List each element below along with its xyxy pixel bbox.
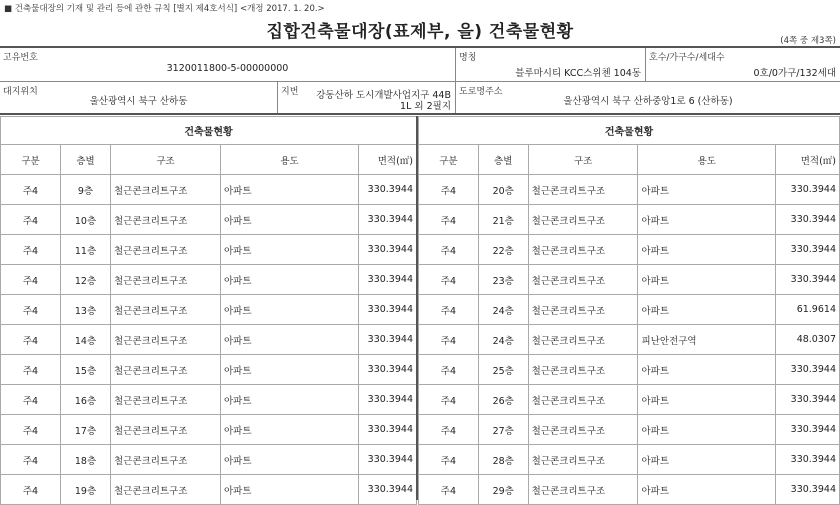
row-structure: 철근콘크리트구조 <box>528 445 638 475</box>
row-usage: 피난안전구역 <box>638 325 776 355</box>
site-cell <box>0 82 278 113</box>
legal-note: ■ 건축물대장의 기재 및 관리 등에 관한 규칙 [별지 제4호서식] <개정 2017. 1. 20.> <box>4 4 325 14</box>
row-usage: 아파트 <box>638 415 776 445</box>
row-floor: 12층 <box>61 265 111 295</box>
section-header-row <box>419 117 840 145</box>
units-cell <box>646 48 840 81</box>
row-area: 330.3944 <box>776 385 840 415</box>
section-header-row <box>1 117 417 145</box>
row-structure: 철근콘크리트구조 <box>528 385 638 415</box>
name-value: 블루마시티 KCC스위첸 104동 <box>515 68 641 79</box>
row-floor: 17층 <box>61 415 111 445</box>
row-area: 330.3944 <box>776 415 840 445</box>
row-structure: 철근콘크리트구조 <box>111 385 221 415</box>
col-header: 구조 <box>528 145 638 175</box>
table-row <box>419 415 840 445</box>
name-label: 명칭 <box>459 53 477 63</box>
row-usage: 아파트 <box>638 235 776 265</box>
table-row <box>419 325 840 355</box>
table-row <box>1 325 417 355</box>
row-category: 주4 <box>419 295 479 325</box>
row-category: 주4 <box>1 235 61 265</box>
row-area: 330.3944 <box>776 205 840 235</box>
row-usage: 아파트 <box>638 295 776 325</box>
building-status-table-left <box>0 116 417 505</box>
table-row <box>1 475 417 505</box>
unique-no-cell <box>0 48 456 81</box>
row-category: 주4 <box>419 265 479 295</box>
row-structure: 철근콘크리트구조 <box>528 235 638 265</box>
row-floor: 9층 <box>61 175 111 205</box>
header-row-1 <box>0 48 840 82</box>
row-structure: 철근콘크리트구조 <box>528 475 638 505</box>
row-area: 330.3944 <box>359 265 417 295</box>
row-usage: 아파트 <box>638 355 776 385</box>
row-floor: 28층 <box>478 445 528 475</box>
table-row <box>419 295 840 325</box>
table-row <box>419 355 840 385</box>
row-usage: 아파트 <box>221 265 359 295</box>
row-structure: 철근콘크리트구조 <box>111 415 221 445</box>
section-title: 건축물현황 <box>1 117 417 145</box>
row-usage: 아파트 <box>638 175 776 205</box>
row-structure: 철근콘크리트구조 <box>111 265 221 295</box>
row-area: 330.3944 <box>359 205 417 235</box>
col-header: 구조 <box>111 145 221 175</box>
row-area: 330.3944 <box>359 235 417 265</box>
site-value: 울산광역시 북구 산하동 <box>89 96 188 107</box>
row-floor: 25층 <box>478 355 528 385</box>
row-floor: 24층 <box>478 325 528 355</box>
row-usage: 아파트 <box>221 325 359 355</box>
row-area: 48.0307 <box>776 325 840 355</box>
row-category: 주4 <box>419 415 479 445</box>
table-row <box>419 385 840 415</box>
row-area: 330.3944 <box>776 445 840 475</box>
row-floor: 20층 <box>478 175 528 205</box>
row-area: 330.3944 <box>776 265 840 295</box>
row-floor: 14층 <box>61 325 111 355</box>
table-row <box>1 295 417 325</box>
row-category: 주4 <box>419 385 479 415</box>
header-block <box>0 46 840 115</box>
row-area: 330.3944 <box>359 175 417 205</box>
table-row <box>419 175 840 205</box>
table-row <box>419 265 840 295</box>
section-title: 건축물현황 <box>419 117 840 145</box>
building-status-table-right <box>418 116 840 505</box>
row-area: 330.3944 <box>359 325 417 355</box>
row-category: 주4 <box>1 475 61 505</box>
row-usage: 아파트 <box>638 475 776 505</box>
lot-cell <box>278 82 456 113</box>
col-header: 면적(㎡) <box>359 145 417 175</box>
row-floor: 27층 <box>478 415 528 445</box>
table-row <box>419 235 840 265</box>
row-category: 주4 <box>1 295 61 325</box>
table-row <box>419 205 840 235</box>
row-floor: 24층 <box>478 295 528 325</box>
row-structure: 철근콘크리트구조 <box>111 445 221 475</box>
row-category: 주4 <box>419 205 479 235</box>
row-floor: 23층 <box>478 265 528 295</box>
column-header-row <box>419 145 840 175</box>
row-structure: 철근콘크리트구조 <box>528 325 638 355</box>
row-area: 330.3944 <box>776 235 840 265</box>
row-category: 주4 <box>1 265 61 295</box>
name-cell <box>456 48 646 81</box>
table-row <box>1 235 417 265</box>
row-category: 주4 <box>1 415 61 445</box>
row-area: 61.9614 <box>776 295 840 325</box>
table-body-left <box>1 175 417 505</box>
page-count: (4쪽 중 제3쪽) <box>780 36 836 46</box>
row-usage: 아파트 <box>638 385 776 415</box>
row-floor: 16층 <box>61 385 111 415</box>
unique-no-label: 고유번호 <box>3 53 38 63</box>
row-structure: 철근콘크리트구조 <box>528 355 638 385</box>
row-category: 주4 <box>419 325 479 355</box>
col-header: 층별 <box>61 145 111 175</box>
unique-no-value: 3120011800-5-00000000 <box>166 63 289 74</box>
row-structure: 철근콘크리트구조 <box>111 235 221 265</box>
col-header: 층별 <box>478 145 528 175</box>
column-header-row <box>1 145 417 175</box>
row-floor: 15층 <box>61 355 111 385</box>
row-floor: 19층 <box>61 475 111 505</box>
row-usage: 아파트 <box>221 175 359 205</box>
row-usage: 아파트 <box>221 205 359 235</box>
table-row <box>419 475 840 505</box>
row-area: 330.3944 <box>359 475 417 505</box>
row-area: 330.3944 <box>359 385 417 415</box>
row-usage: 아파트 <box>221 445 359 475</box>
table-row <box>1 415 417 445</box>
row-floor: 10층 <box>61 205 111 235</box>
row-floor: 26층 <box>478 385 528 415</box>
lot-label: 지번 <box>281 87 299 97</box>
row-category: 주4 <box>1 355 61 385</box>
row-area: 330.3944 <box>359 355 417 385</box>
row-usage: 아파트 <box>221 415 359 445</box>
row-usage: 아파트 <box>638 265 776 295</box>
col-header: 용도 <box>221 145 359 175</box>
row-usage: 아파트 <box>638 205 776 235</box>
road-label: 도로명주소 <box>459 87 503 97</box>
col-header: 면적(㎡) <box>776 145 840 175</box>
row-floor: 22층 <box>478 235 528 265</box>
table-body-right <box>419 175 840 505</box>
table-row <box>1 205 417 235</box>
row-usage: 아파트 <box>638 445 776 475</box>
row-structure: 철근콘크리트구조 <box>111 295 221 325</box>
row-area: 330.3944 <box>359 445 417 475</box>
row-floor: 29층 <box>478 475 528 505</box>
row-structure: 철근콘크리트구조 <box>111 475 221 505</box>
row-structure: 철근콘크리트구조 <box>528 265 638 295</box>
row-category: 주4 <box>419 175 479 205</box>
row-floor: 21층 <box>478 205 528 235</box>
row-usage: 아파트 <box>221 385 359 415</box>
row-category: 주4 <box>1 175 61 205</box>
table-row <box>1 445 417 475</box>
row-usage: 아파트 <box>221 295 359 325</box>
row-area: 330.3944 <box>359 415 417 445</box>
row-floor: 11층 <box>61 235 111 265</box>
units-label: 호수/가구수/세대수 <box>649 53 725 63</box>
col-header: 구분 <box>419 145 479 175</box>
units-value: 0호/0가구/132세대 <box>753 68 836 79</box>
row-structure: 철근콘크리트구조 <box>528 295 638 325</box>
row-category: 주4 <box>419 475 479 505</box>
row-floor: 18층 <box>61 445 111 475</box>
row-floor: 13층 <box>61 295 111 325</box>
row-structure: 철근콘크리트구조 <box>111 205 221 235</box>
row-structure: 철근콘크리트구조 <box>528 205 638 235</box>
table-row <box>1 265 417 295</box>
row-area: 330.3944 <box>776 355 840 385</box>
row-category: 주4 <box>419 235 479 265</box>
row-structure: 철근콘크리트구조 <box>111 355 221 385</box>
row-category: 주4 <box>419 445 479 475</box>
row-usage: 아파트 <box>221 355 359 385</box>
lot-value-line2: 1L 외 2필지 <box>400 101 451 112</box>
row-area: 330.3944 <box>776 175 840 205</box>
row-structure: 철근콘크리트구조 <box>111 175 221 205</box>
lot-value-line1: 강동산하 도시개발사업지구 44B <box>316 90 451 101</box>
row-structure: 철근콘크리트구조 <box>528 415 638 445</box>
road-cell <box>456 82 840 113</box>
row-structure: 철근콘크리트구조 <box>111 325 221 355</box>
row-category: 주4 <box>1 325 61 355</box>
table-row <box>1 385 417 415</box>
row-category: 주4 <box>419 355 479 385</box>
table-row <box>419 445 840 475</box>
row-area: 330.3944 <box>359 295 417 325</box>
page-title: 집합건축물대장(표제부, 을) 건축물현황 <box>266 22 574 42</box>
row-usage: 아파트 <box>221 475 359 505</box>
header-row-2 <box>0 82 840 113</box>
row-structure: 철근콘크리트구조 <box>528 175 638 205</box>
col-header: 구분 <box>1 145 61 175</box>
road-value: 울산광역시 북구 산하중앙1로 6 (산하동) <box>563 96 733 107</box>
row-usage: 아파트 <box>221 235 359 265</box>
row-category: 주4 <box>1 385 61 415</box>
site-label: 대지위치 <box>3 87 38 97</box>
table-row <box>1 355 417 385</box>
row-category: 주4 <box>1 445 61 475</box>
col-header: 용도 <box>638 145 776 175</box>
table-row <box>1 175 417 205</box>
row-area: 330.3944 <box>776 475 840 505</box>
row-category: 주4 <box>1 205 61 235</box>
